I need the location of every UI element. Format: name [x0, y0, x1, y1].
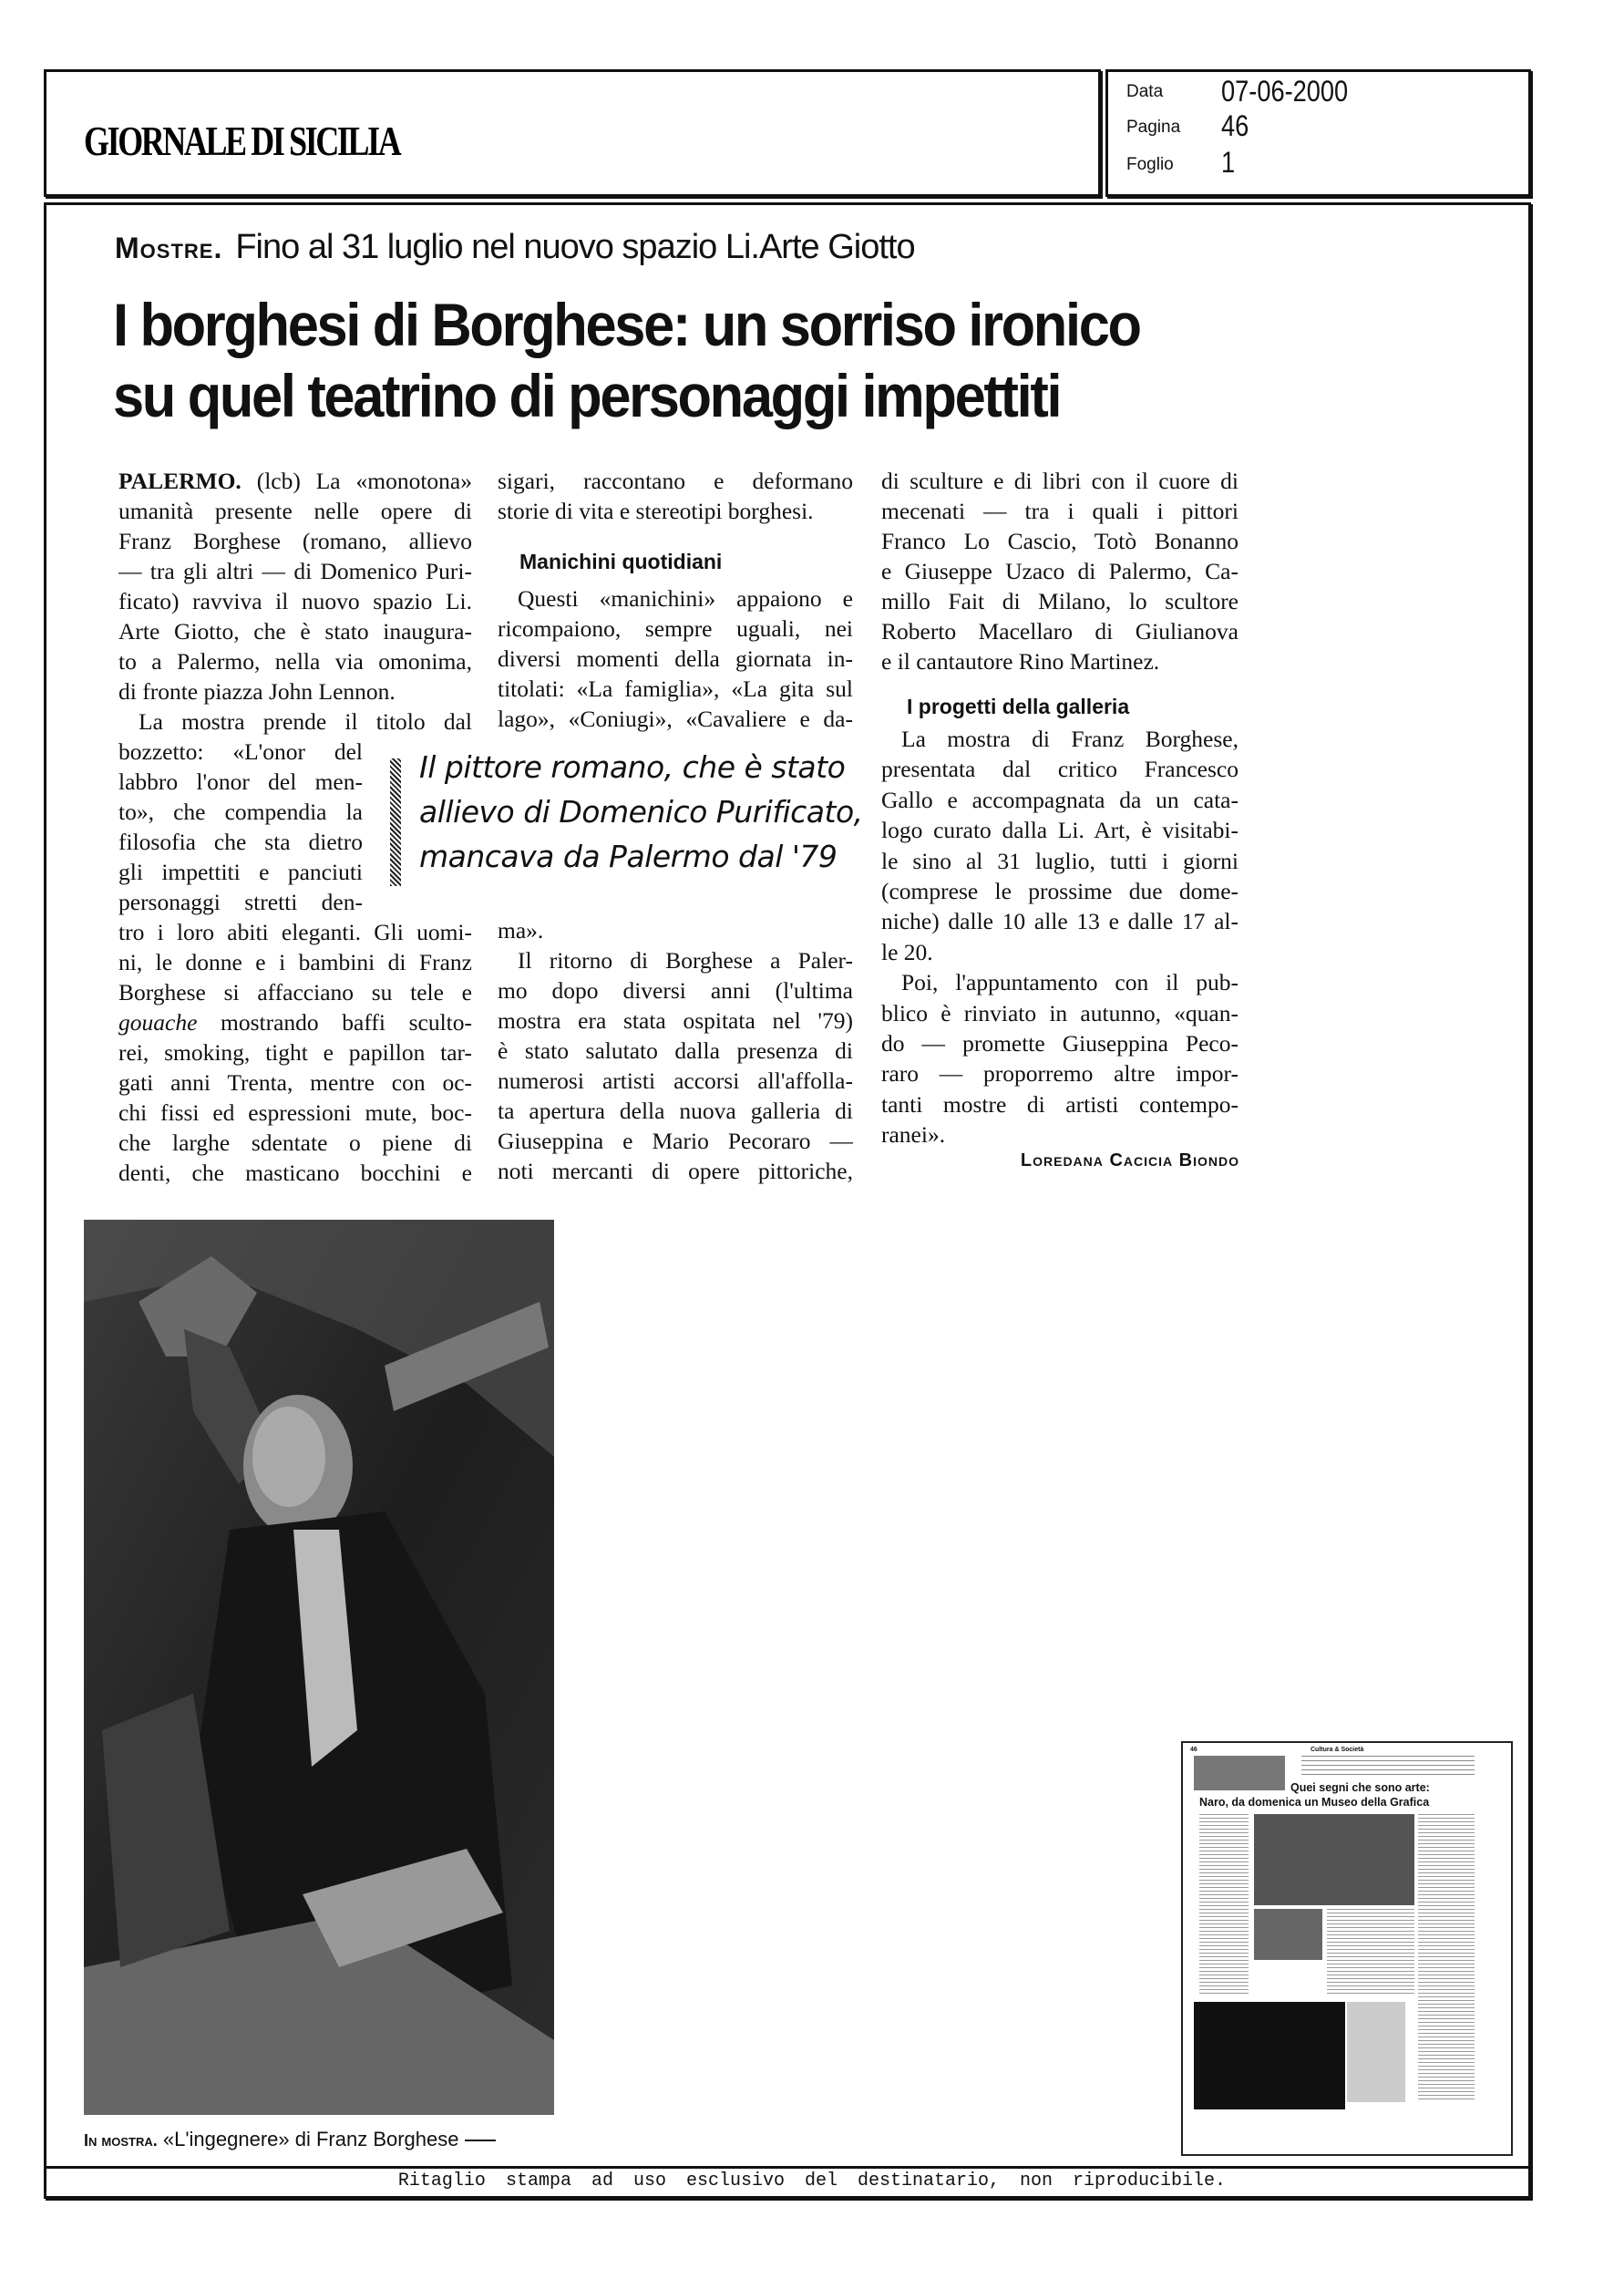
- text-line: lago», «Coniugi», «Cavaliere e da-: [498, 706, 853, 732]
- text-line: — tra gli altri — di Domenico Puri-: [118, 558, 472, 584]
- text-line: Il ritorno di Borghese a Paler-: [518, 947, 853, 974]
- thumb-headline-1: Quei segni che sono arte:: [1290, 1781, 1430, 1794]
- kicker-text: Fino al 31 luglio nel nuovo spazio Li.Arte Giotto: [235, 228, 915, 266]
- text-line: logo curato dalla Li. Art, è visitabi-: [881, 817, 1239, 844]
- painting-photo: [84, 1220, 554, 2115]
- text-line: le 20.: [881, 938, 933, 965]
- thumb-section: Cultura & Società: [1311, 1747, 1364, 1753]
- meta-value: 1: [1221, 146, 1236, 179]
- text-line: presentata dal critico Francesco: [881, 756, 1239, 783]
- text-line: storie di vita e stereotipi borghesi.: [498, 498, 814, 524]
- text-line: mecenati — tra i quali i pittori: [881, 498, 1239, 524]
- pull-quote-line: mancava da Palermo dal '79: [419, 839, 838, 874]
- meta-value: 46: [1221, 109, 1249, 142]
- text-line: ma».: [498, 917, 544, 944]
- caption-rule: [465, 2140, 496, 2141]
- text-line: Borghese si affacciano su tele e: [118, 979, 472, 1005]
- text-line: [118, 466, 472, 496]
- text-line: ficato) ravviva il nuovo spazio Li.: [118, 588, 472, 614]
- text-line: titolati: «La famiglia», «La gita sul: [498, 675, 853, 702]
- page-thumbnail: [1181, 1741, 1513, 2156]
- text-line: ranei».: [881, 1121, 946, 1149]
- thumb-article-box: [1194, 2002, 1345, 2109]
- text-line: Giuseppina e Mario Pecoraro —: [498, 1128, 853, 1154]
- newspaper-name: GIORNALE DI SICILIA: [84, 118, 400, 164]
- byline: Loredana Cacicia Biondo: [1020, 1150, 1239, 1170]
- text-line: sigari, raccontano e deformano: [498, 468, 853, 494]
- subhead-progetti: I progetti della galleria: [907, 695, 1130, 718]
- headline-line-2: su quel teatrino di personaggi impettiti: [113, 362, 1061, 429]
- text-line: chi fissi ed espressioni mute, boc-: [118, 1099, 472, 1126]
- text-line: gli impettiti e panciuti: [118, 859, 363, 885]
- meta-value: 07-06-2000: [1221, 75, 1349, 108]
- thumb-image: [1254, 1909, 1322, 1960]
- text-line: La mostra prende il titolo dal: [139, 708, 472, 735]
- thumb-image: [1194, 1756, 1285, 1790]
- headline-line-1: I borghesi di Borghese: un sorriso ironico: [113, 291, 1140, 358]
- kicker: [115, 228, 915, 267]
- text-line: diversi momenti della giornata in-: [498, 645, 853, 672]
- text-line: raro — proporremo altre impor-: [881, 1060, 1239, 1088]
- text-line: noti mercanti di opere pittoriche,: [498, 1158, 853, 1184]
- dateline: PALERMO.: [118, 468, 242, 494]
- caption-text: «L'ingegnere» di Franz Borghese: [162, 2128, 459, 2150]
- text-line: millo Fait di Milano, lo scultore: [881, 588, 1239, 614]
- text-line: La mostra di Franz Borghese,: [901, 726, 1239, 752]
- subhead-manichini: Manichini quotidiani: [519, 550, 723, 573]
- text-line: filosofia che sta dietro: [118, 829, 363, 855]
- thumb-text: [1199, 1814, 1249, 1996]
- text-line: bozzetto: «L'onor del: [118, 738, 363, 765]
- pull-quote-line: Il pittore romano, che è stato: [419, 749, 846, 785]
- text-line: personaggi stretti den-: [118, 889, 363, 915]
- footer-divider: [44, 2166, 1531, 2169]
- text-line: ta apertura della nuova galleria di: [498, 1098, 853, 1124]
- text-line: niche) dalle 10 alle 13 e dalle 17 al-: [881, 908, 1239, 935]
- text-line: denti, che masticano bocchini e: [118, 1160, 472, 1186]
- text-line: e il cantautore Rino Martinez.: [881, 648, 1160, 675]
- text-line: Arte Giotto, che è stato inaugura-: [118, 618, 472, 645]
- text-line: che larghe sdentate o piene di: [118, 1129, 472, 1156]
- text-line: Questi «manichini» appaiono e: [518, 585, 853, 612]
- text-span: mostrando baffi sculto-: [221, 1009, 472, 1036]
- text-line: to», che compendia la: [118, 799, 363, 825]
- text-line: [118, 1007, 472, 1037]
- text-line: rei, smoking, tight e papillon tar-: [118, 1039, 472, 1066]
- meta-label: Data: [1126, 82, 1164, 101]
- text-line: tanti mostre di artisti contempo-: [881, 1090, 1239, 1118]
- text-line: Franz Borghese (romano, allievo: [118, 528, 472, 554]
- kicker-label: Mostre.: [115, 232, 223, 264]
- text-line: tro i loro abiti eleganti. Gli uomi-: [118, 919, 472, 945]
- text-line: le sino al 31 luglio, tutti i giorni: [881, 847, 1239, 874]
- text-line: umanità presente nelle opere di: [118, 498, 472, 524]
- text-line: labbro l'onor del men-: [118, 768, 363, 795]
- meta-label: Foglio: [1126, 155, 1174, 174]
- footer-notice: Ritaglio stampa ad uso esclusivo del destinatario, non riproducibile.: [397, 2171, 1227, 2191]
- text-line: blico è rinviato in autunno, «quan-: [881, 999, 1239, 1026]
- pull-quote-line: allievo di Domenico Purificato,: [419, 794, 863, 830]
- thumb-text: [1327, 1909, 1414, 1996]
- text-line: (comprese le prossime due dome-: [881, 878, 1239, 904]
- photo-caption: [84, 2128, 496, 2151]
- thumb-image: [1254, 1814, 1414, 1905]
- text-line: è stato salutato dalla presenza di: [498, 1037, 853, 1064]
- text-line: di sculture e di libri con il cuore di: [881, 468, 1239, 494]
- text-line: Gallo e accompagnata da un cata-: [881, 786, 1239, 813]
- meta-label: Pagina: [1126, 118, 1181, 137]
- thumb-image: [1347, 2002, 1405, 2102]
- text-line: Franco Lo Cascio, Totò Bonanno: [881, 528, 1239, 554]
- text-line: ni, le donne e i bambini di Franz: [118, 949, 472, 975]
- text-span: (lcb) La «monotona»: [256, 468, 472, 494]
- thumb-page-number: 46: [1190, 1747, 1197, 1753]
- text-line: e Giuseppe Uzaco di Palermo, Ca-: [881, 558, 1239, 584]
- text-line: ricompaiono, sempre uguali, nei: [498, 615, 853, 642]
- text-line: do — promette Giuseppina Peco-: [881, 1030, 1239, 1057]
- text-line: mo dopo diversi anni (l'ultima: [498, 977, 853, 1004]
- text-line: di fronte piazza John Lennon.: [118, 678, 396, 705]
- thumb-text: [1301, 1756, 1475, 1776]
- text-line: Roberto Macellaro di Giulianova: [881, 618, 1239, 645]
- text-line: mostra era stata ospitata nel '79): [498, 1007, 853, 1034]
- pull-quote-bar: [390, 758, 401, 886]
- thumb-headline-2: Naro, da domenica un Museo della Grafica: [1199, 1796, 1430, 1809]
- thumb-text: [1418, 1814, 1475, 2100]
- caption-label: In mostra.: [84, 2131, 158, 2150]
- text-line: to a Palermo, nella via omonima,: [118, 648, 472, 675]
- text-line: gati anni Trenta, mentre con oc-: [118, 1069, 472, 1096]
- text-line: Poi, l'appuntamento con il pub-: [901, 969, 1239, 996]
- text-line: numerosi artisti accorsi all'affolla-: [498, 1067, 853, 1094]
- italic-word: gouache: [118, 1009, 198, 1036]
